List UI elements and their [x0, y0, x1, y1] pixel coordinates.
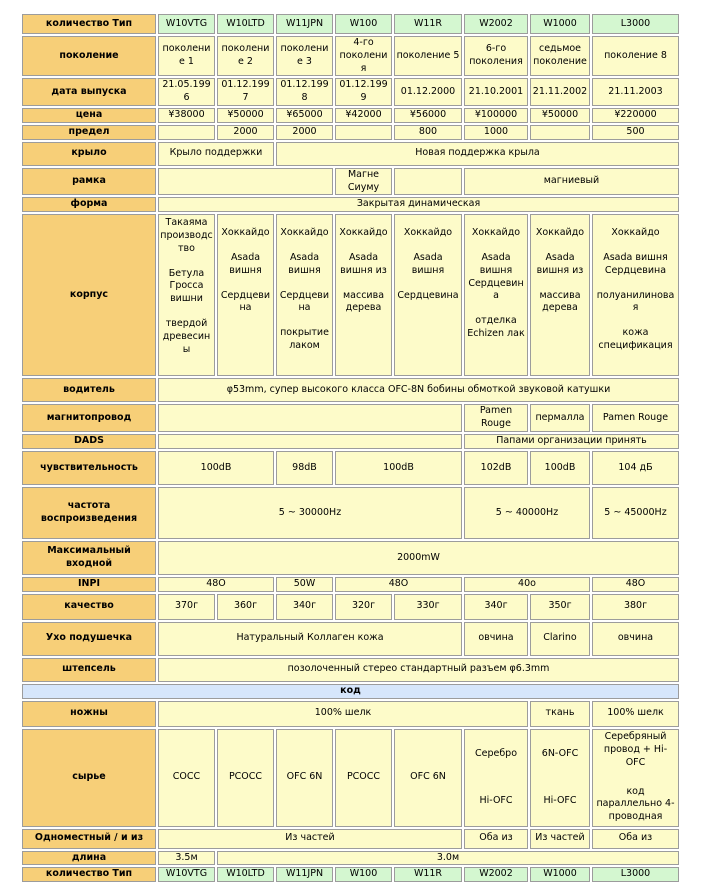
- release-row: [22, 78, 679, 106]
- material-cell: [335, 729, 392, 827]
- row-label-dads: DADS: [22, 434, 156, 449]
- shape-row: [22, 197, 679, 212]
- max-input-cell: 2000mW: [158, 541, 679, 575]
- wing-row: [22, 142, 679, 166]
- weight-cell: 330г: [394, 594, 462, 620]
- spec-table: [20, 12, 681, 884]
- impedance-cell: 40о: [464, 577, 590, 592]
- row-label-single-or: Одноместный / и из: [22, 829, 156, 849]
- model-name: W11R: [394, 867, 462, 882]
- limit-cell: 2000: [276, 125, 333, 140]
- row-label-shape: форма: [22, 197, 156, 212]
- generation-cell: поколение 2: [217, 36, 274, 76]
- weight-cell: 370г: [158, 594, 215, 620]
- row-label-type: количество Тип: [22, 14, 156, 34]
- model-name: W2002: [464, 14, 528, 34]
- frame-cell: [158, 168, 333, 196]
- body-line: Asada вишня: [229, 251, 262, 276]
- material-line: Серебряный провод + Hi-OFC: [603, 731, 668, 768]
- row-label-material: сырье: [22, 729, 156, 827]
- limit-cell: 2000: [217, 125, 274, 140]
- frame-cell: Магне Сиуму: [335, 168, 392, 196]
- length-row: [22, 851, 679, 866]
- body-line: Asada вишня: [288, 251, 321, 276]
- body-line: массива дерева: [539, 289, 581, 314]
- weight-row: [22, 594, 679, 620]
- body-cell: [394, 214, 462, 376]
- body-line: Хоккайдо: [611, 227, 660, 239]
- material-line: Серебро: [474, 747, 518, 759]
- shape-cell: Закрытая динамическая: [158, 197, 679, 212]
- body-line: Asada вишня: [411, 251, 445, 276]
- material-line: Hi-OFC: [479, 794, 513, 806]
- body-line: Бетула Гросса вишни: [168, 267, 205, 305]
- price-cell: ¥42000: [335, 108, 392, 123]
- length-cell: 3.0м: [217, 851, 679, 866]
- limit-cell: 500: [592, 125, 679, 140]
- generation-cell: поколение 5: [394, 36, 462, 76]
- dads-cell: [158, 434, 462, 449]
- plug-row: [22, 658, 679, 682]
- price-cell: ¥50000: [530, 108, 590, 123]
- body-cell: [530, 214, 590, 376]
- ear-pad-cell: овчина: [592, 622, 679, 656]
- single-or-cell: Оба из: [592, 829, 679, 849]
- sheath-cell: 100% шелк: [592, 701, 679, 727]
- row-label-limit: предел: [22, 125, 156, 140]
- material-line: 6N-OFC: [541, 747, 579, 759]
- price-cell: ¥220000: [592, 108, 679, 123]
- row-label-max-input: Максимальный входной: [22, 541, 156, 575]
- code-row: [22, 684, 679, 699]
- single-or-cell: Из частей: [158, 829, 462, 849]
- material-line: OFC 6N: [286, 771, 323, 783]
- row-label-driver: водитель: [22, 378, 156, 402]
- generation-cell: 6-го поколения: [464, 36, 528, 76]
- row-label-type-bottom: количество Тип: [22, 867, 156, 882]
- material-line: OFC 6N: [410, 771, 446, 783]
- body-line: Хоккайдо: [221, 227, 270, 239]
- footer-row: [22, 867, 679, 882]
- material-line: код параллельно 4-проводная: [596, 785, 675, 823]
- material-line: PCOCC: [228, 771, 263, 783]
- body-line: Asada вишня из: [340, 251, 387, 276]
- wing-cell: Новая поддержка крыла: [276, 142, 679, 166]
- body-line: Хоккайдо: [471, 227, 521, 239]
- weight-cell: 340г: [276, 594, 333, 620]
- price-cell: ¥56000: [394, 108, 462, 123]
- model-name: W2002: [464, 867, 528, 882]
- weight-cell: 340г: [464, 594, 528, 620]
- ear-pad-cell: Натуральный Коллаген кожа: [158, 622, 462, 656]
- limit-cell: 1000: [464, 125, 528, 140]
- generation-cell: 4-го поколения: [335, 36, 392, 76]
- body-line: кожа спецификация: [598, 327, 673, 351]
- row-label-magnet: магнитопровод: [22, 404, 156, 432]
- impedance-cell: 50W: [276, 577, 333, 592]
- release-cell: 01.12.1997: [217, 78, 274, 106]
- row-label-frame: рамка: [22, 168, 156, 196]
- plug-cell: позолоченный стерео стандартный разъем φ6.3mm: [158, 658, 679, 682]
- single-or-cell: Оба из: [464, 829, 528, 849]
- model-name: L3000: [592, 867, 679, 882]
- row-label-ear-pad: Ухо подушечка: [22, 622, 156, 656]
- weight-cell: 380г: [592, 594, 679, 620]
- single-or-cell: Из частей: [530, 829, 590, 849]
- ear-pad-cell: Clarino: [530, 622, 590, 656]
- magnet-cell: Pamen Rouge: [592, 404, 679, 432]
- body-cell: [464, 214, 528, 376]
- body-line: Хоккайдо: [339, 227, 388, 239]
- frequency-cell: 5 ~ 40000Hz: [464, 487, 590, 539]
- wing-cell: Крыло поддержки: [158, 142, 274, 166]
- sensitivity-cell: 100dB: [158, 451, 274, 485]
- magnet-cell: Pamen Rouge: [464, 404, 528, 432]
- material-row: [22, 729, 679, 827]
- body-cell: [335, 214, 392, 376]
- max-input-row: [22, 541, 679, 575]
- model-name: W11JPN: [276, 14, 333, 34]
- body-line: Asada вишня Сердцевина: [603, 251, 668, 276]
- impedance-cell: 48О: [158, 577, 274, 592]
- body-line: отделка Echizen лак: [467, 315, 525, 339]
- impedance-row: [22, 577, 679, 592]
- sensitivity-cell: 104 дБ: [592, 451, 679, 485]
- driver-row: [22, 378, 679, 402]
- frame-cell: магниевый: [464, 168, 679, 196]
- model-name: W10LTD: [217, 867, 274, 882]
- row-label-sheath: ножны: [22, 701, 156, 727]
- frame-row: [22, 168, 679, 196]
- weight-cell: 360г: [217, 594, 274, 620]
- body-line: Сердцевина: [220, 289, 271, 314]
- row-label-release: дата выпуска: [22, 78, 156, 106]
- length-cell: 3.5м: [158, 851, 215, 866]
- dads-cell: Папами организации принять: [464, 434, 679, 449]
- row-label-weight: качество: [22, 594, 156, 620]
- material-cell: [464, 729, 528, 827]
- limit-cell: [335, 125, 392, 140]
- release-cell: 21.10.2001: [464, 78, 528, 106]
- ear-pad-cell: овчина: [464, 622, 528, 656]
- body-cell: [217, 214, 274, 376]
- release-cell: 21.05.1996: [158, 78, 215, 106]
- body-cell: [276, 214, 333, 376]
- row-label-price: цена: [22, 108, 156, 123]
- weight-cell: 350г: [530, 594, 590, 620]
- body-row: [22, 214, 679, 376]
- model-name: W10VTG: [158, 14, 215, 34]
- generation-row: [22, 36, 679, 76]
- sheath-row: [22, 701, 679, 727]
- body-line: Asada вишня Сердцевина: [468, 251, 524, 302]
- generation-cell: поколение 8: [592, 36, 679, 76]
- model-name: W100: [335, 867, 392, 882]
- body-cell: [592, 214, 679, 376]
- model-name: W1000: [530, 14, 590, 34]
- dads-row: [22, 434, 679, 449]
- weight-cell: 320г: [335, 594, 392, 620]
- sensitivity-cell: 100dB: [335, 451, 462, 485]
- material-cell: [592, 729, 679, 827]
- row-label-wing: крыло: [22, 142, 156, 166]
- material-cell: [530, 729, 590, 827]
- frequency-row: [22, 487, 679, 539]
- body-line: твердой древесины: [162, 318, 211, 355]
- release-cell: 01.12.2000: [394, 78, 462, 106]
- price-cell: ¥50000: [217, 108, 274, 123]
- body-line: Сердцевина: [279, 289, 330, 314]
- section-header-code: код: [22, 684, 679, 699]
- row-label-impedance: INPI: [22, 577, 156, 592]
- material-cell: [276, 729, 333, 827]
- price-cell: ¥65000: [276, 108, 333, 123]
- material-cell: [394, 729, 462, 827]
- body-line: Хоккайдо: [280, 227, 329, 239]
- sheath-cell: 100% шелк: [158, 701, 528, 727]
- header-row: [22, 14, 679, 34]
- material-line: PCOCC: [346, 771, 381, 783]
- magnet-cell: пермалла: [530, 404, 590, 432]
- body-line: Такаяма производство: [160, 217, 213, 254]
- material-cell: [217, 729, 274, 827]
- row-label-generation: поколение: [22, 36, 156, 76]
- frequency-cell: 5 ~ 45000Hz: [592, 487, 679, 539]
- material-line: Hi-OFC: [543, 794, 577, 806]
- row-label-body: корпус: [22, 214, 156, 376]
- limit-cell: 800: [394, 125, 462, 140]
- row-label-sensitivity: чувствительность: [22, 451, 156, 485]
- model-name: W100: [335, 14, 392, 34]
- body-line: покрытие лаком: [280, 327, 329, 351]
- limit-row: [22, 125, 679, 140]
- impedance-cell: 48О: [335, 577, 462, 592]
- price-cell: ¥100000: [464, 108, 528, 123]
- magnet-row: [22, 404, 679, 432]
- impedance-cell: 48О: [592, 577, 679, 592]
- model-name: W10VTG: [158, 867, 215, 882]
- body-line: полуанилиновая: [596, 289, 675, 314]
- sensitivity-row: [22, 451, 679, 485]
- model-name: L3000: [592, 14, 679, 34]
- sensitivity-cell: 100dB: [530, 451, 590, 485]
- frequency-cell: 5 ~ 30000Hz: [158, 487, 462, 539]
- sheath-cell: ткань: [530, 701, 590, 727]
- release-cell: 21.11.2002: [530, 78, 590, 106]
- limit-cell: [158, 125, 215, 140]
- sensitivity-cell: 98dB: [276, 451, 333, 485]
- body-line: массива дерева: [342, 289, 385, 314]
- model-name: W11R: [394, 14, 462, 34]
- body-cell: [158, 214, 215, 376]
- ear-pad-row: [22, 622, 679, 656]
- material-line: COCC: [172, 771, 201, 783]
- release-cell: 21.11.2003: [592, 78, 679, 106]
- row-label-frequency: частота воспроизведения: [22, 487, 156, 539]
- body-line: Asada вишня из: [536, 251, 584, 276]
- model-name: W11JPN: [276, 867, 333, 882]
- magnet-cell: [158, 404, 462, 432]
- row-label-plug: штепсель: [22, 658, 156, 682]
- limit-cell: [530, 125, 590, 140]
- frame-cell: [394, 168, 462, 196]
- body-line: Сердцевина: [397, 289, 459, 301]
- model-name: W1000: [530, 867, 590, 882]
- release-cell: 01.12.1998: [276, 78, 333, 106]
- model-name: W10LTD: [217, 14, 274, 34]
- generation-cell: поколение 1: [158, 36, 215, 76]
- price-cell: ¥38000: [158, 108, 215, 123]
- row-label-length: длина: [22, 851, 156, 866]
- single-or-row: [22, 829, 679, 849]
- generation-cell: поколение 3: [276, 36, 333, 76]
- generation-cell: седьмое поколение: [530, 36, 590, 76]
- body-line: Хоккайдо: [403, 227, 453, 239]
- price-row: [22, 108, 679, 123]
- body-line: Хоккайдо: [535, 227, 585, 239]
- driver-cell: φ53mm, супер высокого класса OFC-8N бобины обмоткой звуковой катушки: [158, 378, 679, 402]
- sensitivity-cell: 102dB: [464, 451, 528, 485]
- release-cell: 01.12.1999: [335, 78, 392, 106]
- material-cell: [158, 729, 215, 827]
